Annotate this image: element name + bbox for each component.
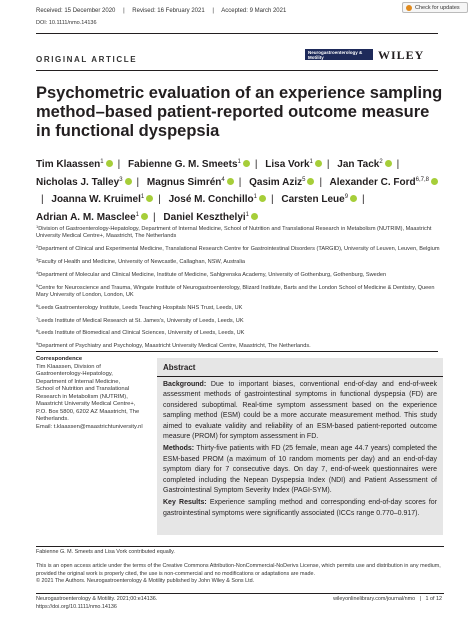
publisher-logo: WILEY (378, 48, 425, 62)
orcid-icon[interactable] (125, 178, 132, 185)
author-affiliation-number: 2 (379, 159, 383, 165)
author-separator: | (153, 211, 156, 223)
author-name: Magnus Simrén (146, 176, 222, 188)
author-affiliation-number: 4 (221, 176, 225, 183)
author-name: Joanna W. Kruimel (51, 194, 141, 206)
affiliation-number: 3 (36, 257, 39, 262)
equal-contribution-footnote: Fabienne G. M. Smeets and Lisa Vork contributed equally. (36, 549, 175, 555)
affiliation-item (36, 302, 440, 312)
author-affiliation-number: 1 (253, 194, 257, 201)
correspondence-line: P.O. Box 5800, 6202 AZ Maastricht, The (36, 408, 140, 415)
author-name: José M. Conchillo (168, 194, 254, 206)
author-name: Nicholas J. Talley (36, 176, 120, 188)
author-affiliation-number: 1 (135, 211, 140, 218)
affiliation-text: Centre for Neuroscience and Trauma, Wingate Institute of Neurogastroenterology, Blizard Institute, Barts and the London School of Medicine & Dentistry, Queen Mary University of London, London, UK (36, 284, 435, 298)
affiliation-item (36, 223, 440, 241)
author-name: Tim Klaassen (36, 159, 101, 170)
abstract-paragraph (163, 498, 437, 519)
affiliation-text: Department of Molecular and Clinical Medicine, Institute of Medicine, Sahlgrenska Academy, University of Gothenburg, Gothenburg, Sweden (38, 271, 387, 278)
correspondence-line: Maastricht University Medical Centre+, (36, 401, 136, 407)
abstract-box (157, 358, 443, 535)
affiliation-item (36, 340, 440, 350)
affiliation-text: Department of Psychiatry and Psychology, Maastricht University Medical Centre, Maastricht, The Netherlands. (38, 343, 311, 350)
abstract-section-text: Experience sampling method and corresponding end-of-day scores for gastrointestinal symptoms were significantly associated (ICCs range 0.770–0.917). (163, 499, 438, 517)
updates-icon (406, 5, 412, 11)
journal-logo: Neurogastroenterology & Motility (305, 49, 373, 60)
affiliation-number: 4 (36, 269, 39, 275)
article-dates (36, 8, 292, 14)
orcid-icon[interactable] (106, 160, 113, 167)
check-for-updates-label: Check for updates (415, 4, 460, 11)
affiliation-text: Department of Clinical and Experimental Medicine, Translational Research Centre for Gastrointestinal Disorders (TARGID), University of Leuven, Leuven, Belgium (38, 246, 440, 253)
author[interactable] (147, 177, 234, 188)
orcid-icon[interactable] (385, 160, 392, 167)
author-separator: | (270, 194, 274, 206)
affiliation-number: 2 (36, 244, 39, 250)
orcid-icon[interactable] (227, 178, 234, 185)
author-affiliation-number: 1 (140, 194, 145, 201)
author-separator: | (362, 194, 365, 206)
author-separator: | (158, 194, 161, 206)
author-name: Carsten Leue (281, 194, 345, 206)
author-separator: | (136, 176, 140, 188)
author-affiliation-number: 1 (245, 211, 250, 218)
author[interactable] (36, 177, 132, 188)
author-affiliation-number: 1 (100, 159, 104, 165)
author-name: Lisa Vork (265, 159, 310, 170)
correspondence-line: Gastroenterology-Hepatology, (36, 371, 113, 377)
correspondence-heading: Correspondence (36, 356, 83, 362)
orcid-icon[interactable] (315, 160, 322, 167)
author-name: Jan Tack (337, 159, 380, 170)
journal-website-link[interactable]: wileyonlinelibrary.com/journal/nmo (333, 596, 416, 602)
author-name: Qasim Aziz (249, 176, 303, 188)
affiliation-number: 8 (36, 328, 39, 334)
abstract-paragraph (163, 380, 437, 442)
check-for-updates-button[interactable] (402, 2, 468, 13)
footer-separator: | (419, 596, 421, 602)
author-name: Alexander C. Ford (329, 176, 416, 188)
affiliation-item (36, 315, 440, 325)
author-separator: | (41, 194, 44, 206)
header-rule (36, 33, 438, 34)
date-separator: | (212, 8, 214, 14)
affiliation-number: 9 (36, 341, 39, 347)
orcid-icon[interactable] (259, 195, 266, 202)
abstract-section-label: Methods: (163, 445, 195, 453)
affiliations-rule (36, 351, 438, 352)
abstract-section-label: Background: (163, 381, 207, 388)
correspondence-line: School of Nutrition and Translational (36, 386, 130, 392)
orcid-icon[interactable] (243, 160, 250, 167)
abstract-paragraph (163, 444, 437, 496)
orcid-icon[interactable] (141, 213, 148, 220)
abstract-section-text: Due to important biases, conventional end-of-day and end-of-week assessment methods of gastrointestinal symptoms in functional dyspepsia (FD) are considered suboptimal. Real-time symptom assessment based on the experience sampling method (ESM) could be a more accurate measurement method. This study aimed to evaluate validity and reliability of an ESM-based patient-reported outcome measure (PROM) for symptom assessment in FD. (163, 381, 437, 441)
date-separator: | (123, 8, 125, 14)
abstract-heading: Abstract (157, 358, 443, 377)
title-rule (36, 70, 438, 71)
abstract-section-text: Thirty-five patients with FD (25 female, mean age 44.7 years) completed the ESM-based PROM (a maximum of 10 random moments per day) and an end-of-day symptom diary for 7 consecutive days. On day 7, end-of-week questionnaires were completed including the Nepean Dyspepsia Index (NDI) and Patient Assessment of Gastrointestinal Symptom Severity Index (PAGI-SYM). (163, 445, 437, 495)
author-list (36, 155, 446, 225)
correspondence-line: Netherlands. (36, 416, 69, 422)
affiliation-item (36, 256, 440, 266)
author-separator: | (117, 159, 121, 170)
page-info (333, 596, 442, 602)
affiliation-item (36, 282, 440, 300)
author-name: Fabienne G. M. Smeets (128, 159, 238, 170)
author-name: Adrian A. M. Masclee (36, 211, 136, 223)
abstract-body (157, 377, 443, 524)
affiliation-number: 5 (36, 282, 39, 288)
orcid-icon[interactable] (251, 213, 258, 220)
affiliation-item (36, 243, 440, 253)
author-separator: | (396, 159, 400, 170)
author-separator: | (319, 176, 323, 188)
author-affiliation-number: 1 (309, 159, 313, 165)
revised-date: Revised: 16 February 2021 (132, 8, 205, 14)
affiliation-number: 7 (36, 315, 39, 321)
copyright-statement: © 2021 The Authors. Neurogastroenterology & Motility published by John Wiley & Sons Ltd. (36, 578, 255, 585)
affiliation-number: 6 (36, 302, 39, 308)
received-date: Received: 15 December 2020 (36, 8, 116, 14)
author[interactable] (163, 212, 258, 223)
author[interactable] (281, 194, 357, 205)
page-number: 1 of 12 (425, 596, 442, 602)
affiliation-number: 1 (36, 224, 39, 229)
author-affiliation-number: 1 (237, 159, 241, 165)
license-text (36, 563, 444, 586)
footnote-rule (36, 546, 444, 547)
affiliations (36, 223, 440, 353)
author[interactable] (265, 159, 322, 170)
author-affiliation-number: 6,7,8 (415, 176, 429, 183)
author-affiliation-number: 5 (302, 176, 306, 183)
author-separator: | (254, 159, 258, 170)
author[interactable] (329, 177, 438, 188)
license-statement: This is an open access article under the terms of the Creative Commons Attribution-NonCommercial-NoDerivs License, which permits use and distribution in any medium, provided the original work is properly cited, the use is non-commercial and no modifications or adaptations are made. (36, 563, 441, 577)
author[interactable] (169, 194, 266, 205)
orcid-icon[interactable] (350, 195, 357, 202)
affiliation-text: Division of Gastroenterology-Hepatology, Department of Internal Medicine, School of Nutrition and Translational Research in Metabolism (NUTRIM), Maastricht University Medical Centre+, Maastricht, The Netherlands (36, 226, 432, 240)
correspondence-email[interactable]: Email: t.klaassen@maastrichtuniversity.nl (36, 423, 143, 430)
footer-rule (36, 593, 444, 594)
journal-citation-line: Neurogastroenterology & Motility. 2021;00:e14136. (36, 596, 158, 602)
journal-citation (36, 596, 157, 611)
correspondence (36, 356, 154, 431)
orcid-icon[interactable] (307, 178, 314, 185)
author-separator: | (326, 159, 330, 170)
journal-doi-link[interactable]: https://doi.org/10.1111/nmo.14136 (36, 603, 117, 610)
affiliation-text: Faculty of Health and Medicine, University of Newcastle, Callaghan, NSW, Australia (38, 259, 245, 265)
orcid-icon[interactable] (431, 178, 438, 185)
author[interactable] (337, 159, 391, 170)
correspondence-line: Research in Metabolism (NUTRIM), (36, 393, 128, 400)
affiliation-text: Leeds Institute of Medical Research at St. James's, University of Leeds, Leeds, UK (38, 317, 244, 324)
affiliation-text: Leeds Gastroenterology Institute, Leeds Teaching Hospitals NHS Trust, Leeds, UK (38, 304, 243, 311)
affiliation-item (36, 269, 440, 279)
author-separator: | (238, 176, 242, 188)
correspondence-line: Tim Klaassen, Division of (36, 363, 101, 370)
author[interactable] (128, 159, 250, 170)
affiliation-item (36, 327, 440, 337)
author[interactable] (36, 159, 113, 170)
author[interactable] (51, 194, 153, 205)
orcid-icon[interactable] (146, 195, 153, 202)
abstract-section-label: Key Results: (163, 499, 207, 507)
affiliation-text: Leeds Institute of Biomedical and Clinical Sciences, University of Leeds, Leeds, UK (38, 330, 245, 337)
accepted-date: Accepted: 9 March 2021 (221, 8, 287, 14)
article-type: ORIGINAL ARTICLE (36, 55, 138, 64)
author-affiliation-number: 3 (119, 176, 123, 183)
author[interactable] (36, 212, 148, 223)
article-title: Psychometric evaluation of an experience sampling method–based patient-reported outcome measure in functional dyspepsia (36, 84, 443, 140)
author-affiliation-number: 9 (344, 194, 349, 201)
doi[interactable]: DOI: 10.1111/nmo.14136 (36, 20, 97, 26)
author-name: Daniel Keszthelyi (163, 211, 246, 223)
correspondence-line: Department of Internal Medicine, (36, 378, 121, 385)
author[interactable] (249, 177, 314, 188)
